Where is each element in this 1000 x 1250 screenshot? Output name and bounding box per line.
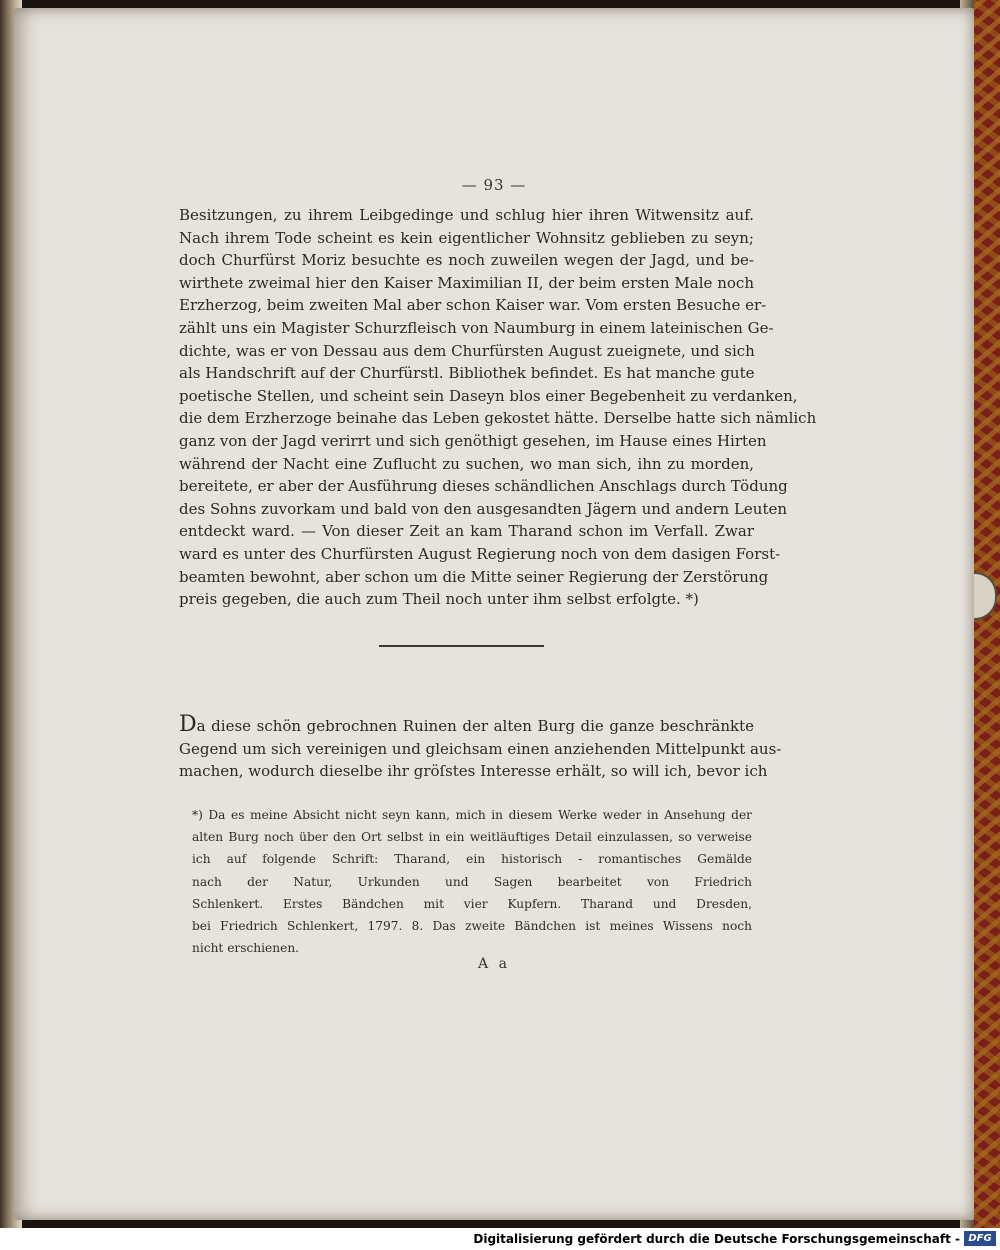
book-page (14, 8, 974, 1220)
footnote-line: ich auf folgende Schrift: Tharand, ein historisch - romantisches Gemälde (192, 852, 752, 867)
footnote-line: nach der Natur, Urkunden und Sagen bearbeitet von Friedrich (192, 874, 752, 889)
paragraph-2 (179, 712, 782, 783)
paragraph-1 (179, 204, 817, 611)
text-line: während der Nacht eine Zuflucht zu suchen, wo man sich, ihn zu morden, (179, 454, 754, 473)
drop-cap: D (179, 712, 197, 737)
footer-bar (0, 1228, 1000, 1250)
text-line: wirthete zweimal hier den Kaiser Maximilian II, der beim ersten Male noch (179, 273, 754, 292)
text-line: preis gegeben, die auch zum Theil noch unter ihm selbst erfolgte. *) (179, 590, 699, 609)
text-line: machen, wodurch dieselbe ihr gröſstes Interesse erhält, so will ich, bevor ich (179, 762, 768, 781)
text-line: die dem Erzherzoge beinahe das Leben gekostet hätte. Derselbe hatte sich nämlich (179, 409, 817, 428)
text-line: dichte, was er von Dessau aus dem Churfürsten August zueignete, und sich (179, 341, 755, 360)
text-line: ward es unter des Churfürsten August Regierung noch von dem dasigen Forst- (179, 544, 781, 563)
text-line: als Handschrift auf der Churfürstl. Bibliothek befindet. Es hat manche gute (179, 364, 755, 383)
text-line: Erzherzog, beim zweiten Mal aber schon Kaiser war. Vom ersten Besuche er- (179, 296, 767, 315)
funding-credit: Digitalisierung gefördert durch die Deutsche Forschungsgemeinschaft - (473, 1232, 960, 1246)
text-line: Nach ihrem Tode scheint es kein eigentlicher Wohnsitz geblieben zu seyn; (179, 228, 754, 247)
footnote-line: Schlenkert. Erstes Bändchen mit vier Kupfern. Tharand und Dresden, (192, 896, 752, 911)
text-line: ganz von der Jagd verirrt und sich genöthigt gesehen, im Hause eines Hirten (179, 431, 767, 450)
footnote-line: bei Friedrich Schlenkert, 1797. 8. Das zweite Bändchen ist meines Wissens noch (192, 919, 752, 934)
footnote-line: alten Burg noch über den Ort selbst in ein weitläuftiges Detail einzulassen, so verweise (192, 830, 752, 845)
footnote-line: nicht erschienen. (192, 941, 300, 956)
footnote-line: *) Da es meine Absicht nicht seyn kann, mich in diesem Werke weder in Ansehung der (192, 808, 752, 822)
text-line (179, 714, 754, 738)
text-line: bereitete, er aber der Ausführung dieses schändlichen Anschlags durch Tödung (179, 477, 788, 496)
page-number: — 93 — (461, 176, 527, 194)
text-line: Gegend um sich vereinigen und gleichsam einen anziehenden Mittelpunkt aus- (179, 739, 782, 758)
signature-mark: A a (478, 956, 510, 972)
text-line: zählt uns ein Magister Schurzfleisch von Naumburg in einem lateinischen Ge- (179, 318, 774, 337)
dfg-logo-icon: DFG (964, 1231, 996, 1246)
text-line: doch Churfürst Moriz besuchte es noch zuweilen wegen der Jagd, und be- (179, 251, 754, 270)
section-divider (379, 645, 544, 647)
text-line: entdeckt ward. — Von dieser Zeit an kam Tharand schon im Verfall. Zwar (179, 522, 754, 541)
text-line: Besitzungen, zu ihrem Leibgedinge und schlug hier ihren Witwensitz auf. (179, 206, 754, 224)
text-line-rest: a diese schön gebrochnen Ruinen der alten Burg die ganze beschränkte (196, 717, 754, 735)
text-line: beamten bewohnt, aber schon um die Mitte seiner Regierung der Zerstörung (179, 567, 769, 586)
text-line: des Sohns zuvorkam und bald von den ausgesandten Jägern und andern Leuten (179, 499, 788, 518)
text-line: poetische Stellen, und scheint sein Daseyn blos einer Begebenheit zu verdanken, (179, 386, 798, 405)
footnote (192, 804, 752, 959)
